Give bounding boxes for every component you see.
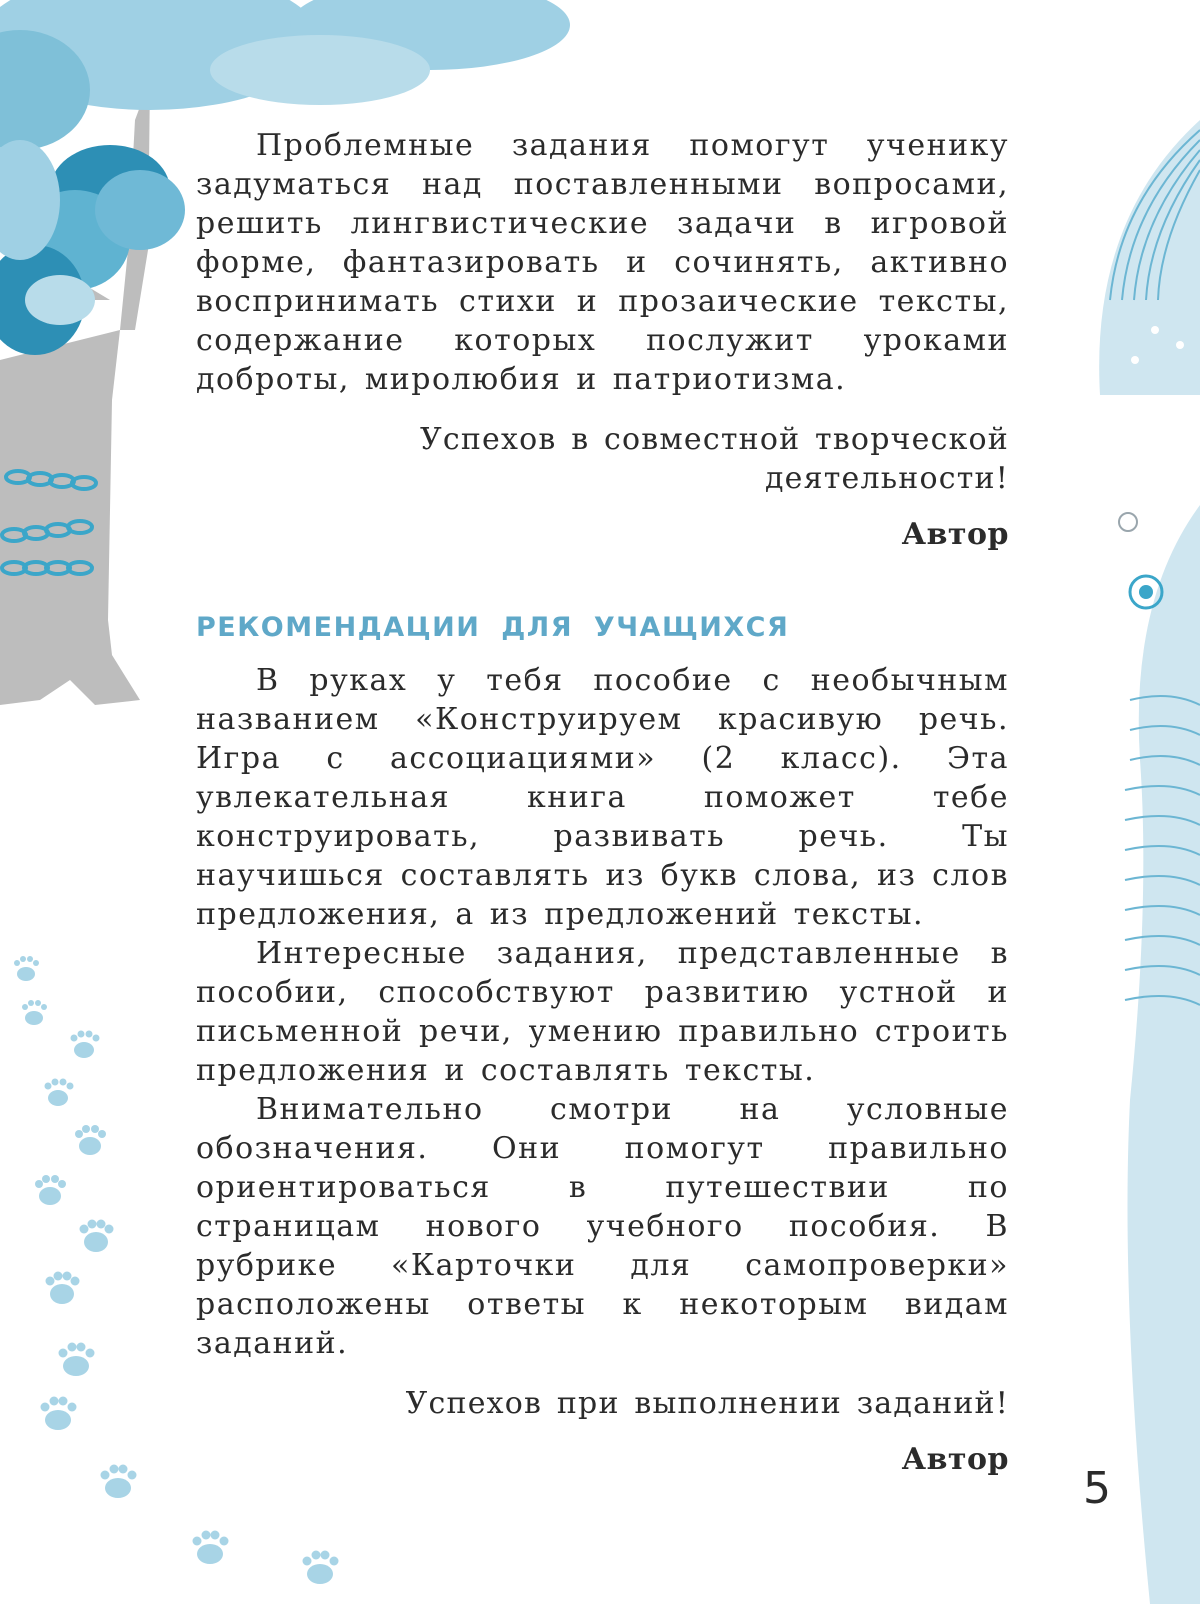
intro-paragraph: Проблемные задания помогут ученику задуматься над поставленными вопросами, решить лингвистические задачи в игровой форме, фантазировать и сочинять, активно воспринимать стихи и прозаические тексты, содержание которых послужит уроками доброты, миролюбия и патриотизма. — [196, 128, 1009, 397]
main-text-column — [196, 126, 1009, 1479]
page-number: 5 — [1083, 1463, 1111, 1514]
intro-wish-line-2: деятельности! — [765, 461, 1009, 496]
section-heading: РЕКОМЕНДАЦИИ ДЛЯ УЧАЩИХСЯ — [196, 612, 790, 643]
students-paragraph-1: В руках у тебя пособие с необычным названием «Конструируем красивую речь. Игра с ассоциациями» (2 класс). Эта увлекательная книга поможет тебе конструировать, развивать речь. Ты научишься составлять из букв слова, из слов предложения, а из предложений тексты. — [196, 663, 1009, 932]
students-wish: Успехов при выполнении заданий! — [405, 1386, 1009, 1421]
students-signature: Автор — [901, 1442, 1009, 1477]
students-paragraph-3: Внимательно смотри на условные обозначения. Они помогут правильно ориентироваться в путешествии по страницам нового учебного пособия. В рубрике «Карточки для самопроверки» расположены ответы к некоторым видам заданий. — [196, 1092, 1009, 1361]
students-paragraph-2: Интересные задания, представленные в пособии, способствуют развитию устной и письменной речи, умению правильно строить предложения и составлять тексты. — [196, 936, 1009, 1088]
right-wave-decoration — [1099, 120, 1200, 1604]
intro-signature: Автор — [901, 517, 1009, 552]
intro-wish-line-1: Успехов в совместной творческой — [419, 422, 1009, 457]
